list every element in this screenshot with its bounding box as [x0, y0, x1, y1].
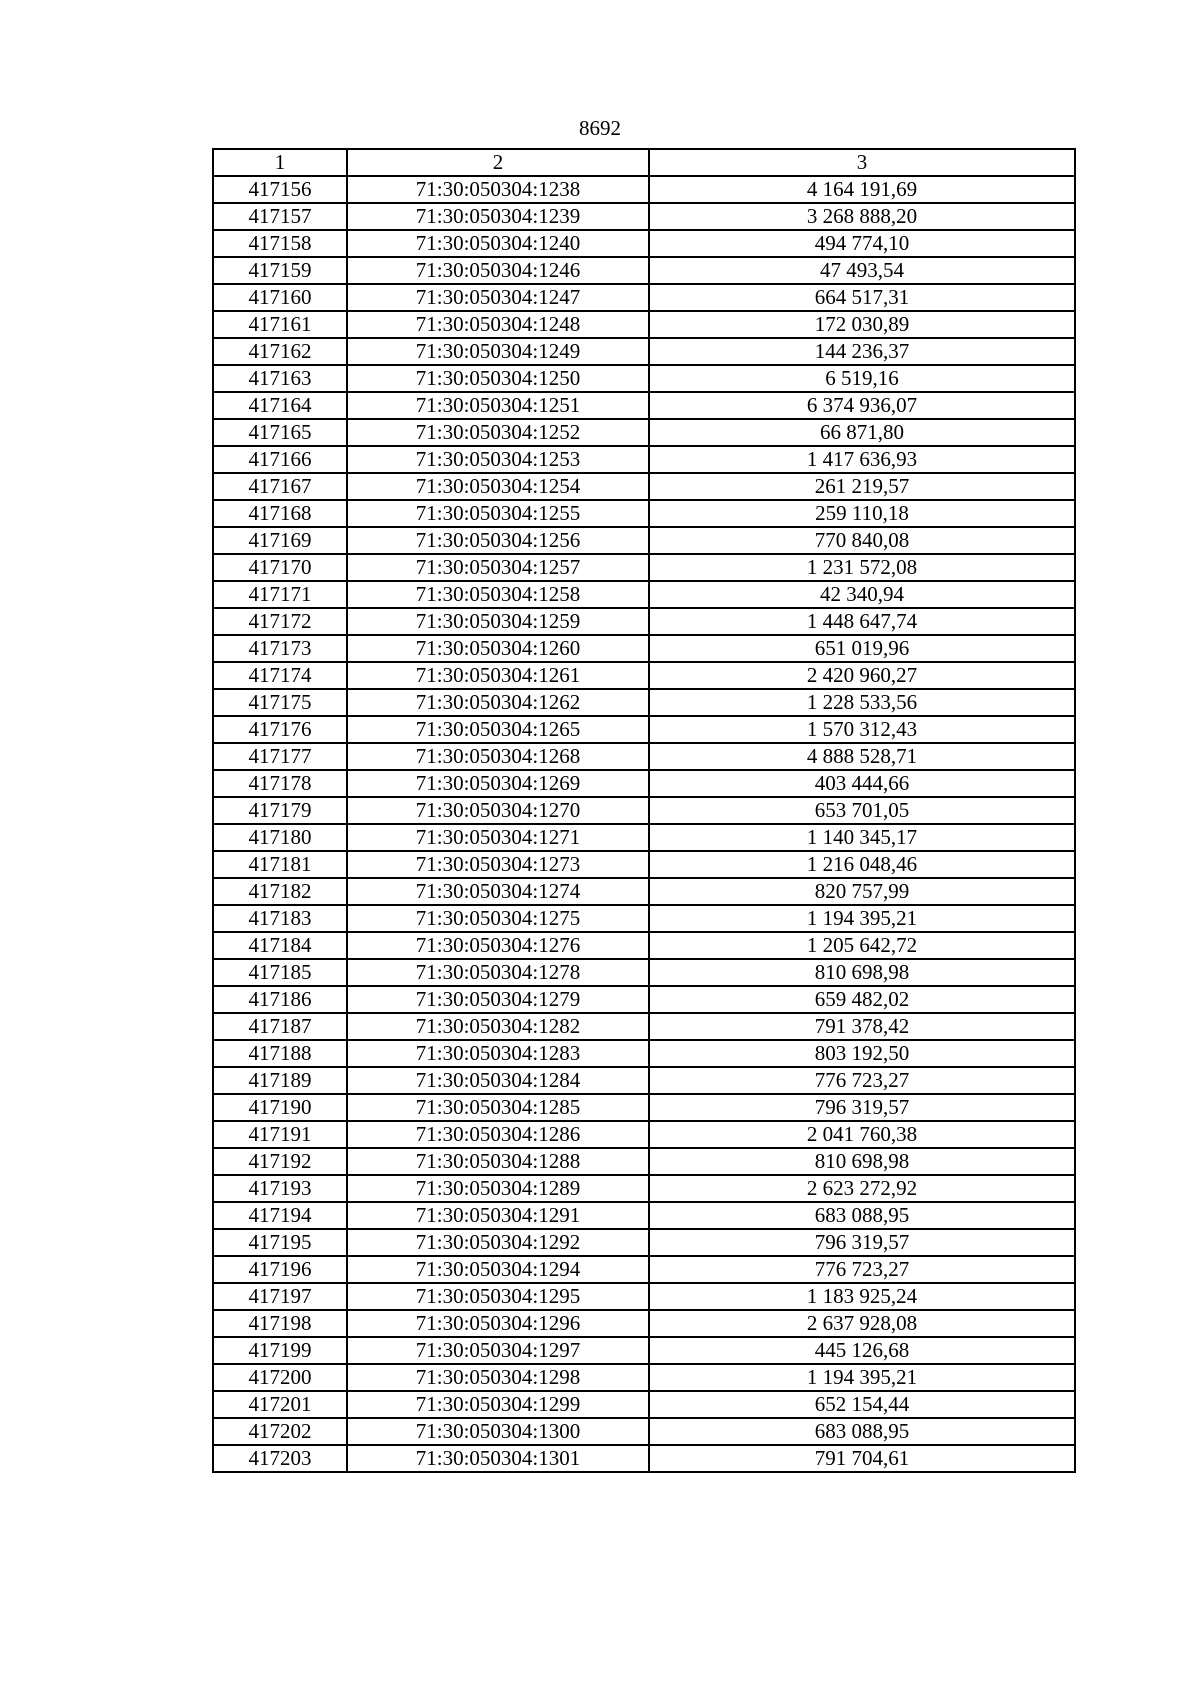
table-row — [213, 1040, 1075, 1067]
value-cell: 791 378,42 — [649, 1013, 1075, 1040]
value-cell: 810 698,98 — [649, 1148, 1075, 1175]
table-row — [213, 878, 1075, 905]
row-number-cell: 417191 — [213, 1121, 347, 1148]
value-cell: 47 493,54 — [649, 257, 1075, 284]
row-number-cell: 417167 — [213, 473, 347, 500]
value-cell: 2 420 960,27 — [649, 662, 1075, 689]
table-row — [213, 176, 1075, 203]
value-cell: 144 236,37 — [649, 338, 1075, 365]
value-cell: 652 154,44 — [649, 1391, 1075, 1418]
value-cell: 810 698,98 — [649, 959, 1075, 986]
table-row — [213, 284, 1075, 311]
table-row — [213, 797, 1075, 824]
cadastral-number-cell: 71:30:050304:1279 — [347, 986, 649, 1013]
column-header-3: 3 — [649, 149, 1075, 176]
table-row — [213, 500, 1075, 527]
row-number-cell: 417195 — [213, 1229, 347, 1256]
value-cell: 1 183 925,24 — [649, 1283, 1075, 1310]
table-row — [213, 743, 1075, 770]
row-number-cell: 417172 — [213, 608, 347, 635]
value-cell: 2 041 760,38 — [649, 1121, 1075, 1148]
row-number-cell: 417160 — [213, 284, 347, 311]
cadastral-number-cell: 71:30:050304:1299 — [347, 1391, 649, 1418]
page-number: 8692 — [579, 116, 621, 140]
cadastral-number-cell: 71:30:050304:1260 — [347, 635, 649, 662]
table-row — [213, 1310, 1075, 1337]
cadastral-number-cell: 71:30:050304:1298 — [347, 1364, 649, 1391]
table-row — [213, 1175, 1075, 1202]
table-row — [213, 932, 1075, 959]
row-number-cell: 417165 — [213, 419, 347, 446]
value-cell: 683 088,95 — [649, 1418, 1075, 1445]
cadastral-number-cell: 71:30:050304:1286 — [347, 1121, 649, 1148]
table-row — [213, 257, 1075, 284]
cadastral-number-cell: 71:30:050304:1289 — [347, 1175, 649, 1202]
table-row — [213, 365, 1075, 392]
cadastral-number-cell: 71:30:050304:1295 — [347, 1283, 649, 1310]
row-number-cell: 417198 — [213, 1310, 347, 1337]
row-number-cell: 417184 — [213, 932, 347, 959]
cadastral-number-cell: 71:30:050304:1297 — [347, 1337, 649, 1364]
value-cell: 2 623 272,92 — [649, 1175, 1075, 1202]
table-row — [213, 1418, 1075, 1445]
table-row — [213, 851, 1075, 878]
table-row — [213, 1229, 1075, 1256]
row-number-cell: 417175 — [213, 689, 347, 716]
cadastral-number-cell: 71:30:050304:1274 — [347, 878, 649, 905]
row-number-cell: 417162 — [213, 338, 347, 365]
row-number-cell: 417186 — [213, 986, 347, 1013]
table-row — [213, 446, 1075, 473]
cadastral-number-cell: 71:30:050304:1288 — [347, 1148, 649, 1175]
value-cell: 651 019,96 — [649, 635, 1075, 662]
value-cell: 1 417 636,93 — [649, 446, 1075, 473]
value-cell: 803 192,50 — [649, 1040, 1075, 1067]
cadastral-number-cell: 71:30:050304:1249 — [347, 338, 649, 365]
cadastral-number-cell: 71:30:050304:1282 — [347, 1013, 649, 1040]
value-cell: 820 757,99 — [649, 878, 1075, 905]
value-cell: 42 340,94 — [649, 581, 1075, 608]
cadastral-number-cell: 71:30:050304:1291 — [347, 1202, 649, 1229]
cadastral-number-cell: 71:30:050304:1284 — [347, 1067, 649, 1094]
cadastral-number-cell: 71:30:050304:1262 — [347, 689, 649, 716]
value-cell: 1 448 647,74 — [649, 608, 1075, 635]
table-row — [213, 959, 1075, 986]
cadastral-number-cell: 71:30:050304:1261 — [347, 662, 649, 689]
row-number-cell: 417192 — [213, 1148, 347, 1175]
row-number-cell: 417202 — [213, 1418, 347, 1445]
table-row — [213, 770, 1075, 797]
cadastral-number-cell: 71:30:050304:1248 — [347, 311, 649, 338]
value-cell: 6 374 936,07 — [649, 392, 1075, 419]
row-number-cell: 417190 — [213, 1094, 347, 1121]
data-table — [212, 148, 1076, 1473]
cadastral-number-cell: 71:30:050304:1276 — [347, 932, 649, 959]
table-row — [213, 1364, 1075, 1391]
table-row — [213, 905, 1075, 932]
value-cell: 659 482,02 — [649, 986, 1075, 1013]
cadastral-number-cell: 71:30:050304:1255 — [347, 500, 649, 527]
row-number-cell: 417157 — [213, 203, 347, 230]
row-number-cell: 417196 — [213, 1256, 347, 1283]
value-cell: 403 444,66 — [649, 770, 1075, 797]
value-cell: 259 110,18 — [649, 500, 1075, 527]
value-cell: 1 216 048,46 — [649, 851, 1075, 878]
value-cell: 4 888 528,71 — [649, 743, 1075, 770]
row-number-cell: 417201 — [213, 1391, 347, 1418]
row-number-cell: 417159 — [213, 257, 347, 284]
cadastral-number-cell: 71:30:050304:1247 — [347, 284, 649, 311]
cadastral-number-cell: 71:30:050304:1239 — [347, 203, 649, 230]
table-row — [213, 716, 1075, 743]
row-number-cell: 417188 — [213, 1040, 347, 1067]
table-row — [213, 1094, 1075, 1121]
cadastral-number-cell: 71:30:050304:1278 — [347, 959, 649, 986]
cadastral-number-cell: 71:30:050304:1296 — [347, 1310, 649, 1337]
row-number-cell: 417183 — [213, 905, 347, 932]
table-row — [213, 419, 1075, 446]
table-header — [213, 149, 1075, 176]
value-cell: 796 319,57 — [649, 1094, 1075, 1121]
cadastral-number-cell: 71:30:050304:1259 — [347, 608, 649, 635]
row-number-cell: 417174 — [213, 662, 347, 689]
value-cell: 1 231 572,08 — [649, 554, 1075, 581]
cadastral-number-cell: 71:30:050304:1246 — [347, 257, 649, 284]
cadastral-number-cell: 71:30:050304:1252 — [347, 419, 649, 446]
value-cell: 791 704,61 — [649, 1445, 1075, 1472]
cadastral-number-cell: 71:30:050304:1269 — [347, 770, 649, 797]
cadastral-number-cell: 71:30:050304:1238 — [347, 176, 649, 203]
cadastral-number-cell: 71:30:050304:1283 — [347, 1040, 649, 1067]
value-cell: 1 570 312,43 — [649, 716, 1075, 743]
value-cell: 664 517,31 — [649, 284, 1075, 311]
table-row — [213, 203, 1075, 230]
row-number-cell: 417189 — [213, 1067, 347, 1094]
value-cell: 6 519,16 — [649, 365, 1075, 392]
table-row — [213, 1121, 1075, 1148]
value-cell: 66 871,80 — [649, 419, 1075, 446]
cadastral-number-cell: 71:30:050304:1251 — [347, 392, 649, 419]
table-row — [213, 1013, 1075, 1040]
row-number-cell: 417180 — [213, 824, 347, 851]
table-row — [213, 662, 1075, 689]
table-row — [213, 824, 1075, 851]
value-cell: 1 140 345,17 — [649, 824, 1075, 851]
row-number-cell: 417182 — [213, 878, 347, 905]
cadastral-number-cell: 71:30:050304:1256 — [347, 527, 649, 554]
value-cell: 770 840,08 — [649, 527, 1075, 554]
table-row — [213, 338, 1075, 365]
table-row — [213, 230, 1075, 257]
cadastral-number-cell: 71:30:050304:1270 — [347, 797, 649, 824]
row-number-cell: 417194 — [213, 1202, 347, 1229]
cadastral-number-cell: 71:30:050304:1275 — [347, 905, 649, 932]
row-number-cell: 417181 — [213, 851, 347, 878]
column-header-2: 2 — [347, 149, 649, 176]
cadastral-number-cell: 71:30:050304:1250 — [347, 365, 649, 392]
row-number-cell: 417170 — [213, 554, 347, 581]
table-row — [213, 527, 1075, 554]
cadastral-number-cell: 71:30:050304:1257 — [347, 554, 649, 581]
row-number-cell: 417156 — [213, 176, 347, 203]
table-row — [213, 608, 1075, 635]
cadastral-number-cell: 71:30:050304:1273 — [347, 851, 649, 878]
value-cell: 653 701,05 — [649, 797, 1075, 824]
value-cell: 1 194 395,21 — [649, 1364, 1075, 1391]
table-row — [213, 1256, 1075, 1283]
table-row — [213, 1202, 1075, 1229]
cadastral-number-cell: 71:30:050304:1294 — [347, 1256, 649, 1283]
value-cell: 1 228 533,56 — [649, 689, 1075, 716]
cadastral-number-cell: 71:30:050304:1258 — [347, 581, 649, 608]
value-cell: 776 723,27 — [649, 1067, 1075, 1094]
row-number-cell: 417185 — [213, 959, 347, 986]
column-header-1: 1 — [213, 149, 347, 176]
cadastral-number-cell: 71:30:050304:1301 — [347, 1445, 649, 1472]
table-body — [213, 176, 1075, 1472]
table-row — [213, 1283, 1075, 1310]
cadastral-number-cell: 71:30:050304:1292 — [347, 1229, 649, 1256]
row-number-cell: 417200 — [213, 1364, 347, 1391]
row-number-cell: 417171 — [213, 581, 347, 608]
table-row — [213, 1391, 1075, 1418]
row-number-cell: 417173 — [213, 635, 347, 662]
value-cell: 4 164 191,69 — [649, 176, 1075, 203]
table-row — [213, 986, 1075, 1013]
row-number-cell: 417177 — [213, 743, 347, 770]
row-number-cell: 417203 — [213, 1445, 347, 1472]
row-number-cell: 417158 — [213, 230, 347, 257]
value-cell: 172 030,89 — [649, 311, 1075, 338]
cadastral-number-cell: 71:30:050304:1268 — [347, 743, 649, 770]
table-row — [213, 635, 1075, 662]
table-row — [213, 473, 1075, 500]
row-number-cell: 417187 — [213, 1013, 347, 1040]
cadastral-number-cell: 71:30:050304:1265 — [347, 716, 649, 743]
table-row — [213, 581, 1075, 608]
row-number-cell: 417193 — [213, 1175, 347, 1202]
row-number-cell: 417197 — [213, 1283, 347, 1310]
row-number-cell: 417163 — [213, 365, 347, 392]
cadastral-number-cell: 71:30:050304:1271 — [347, 824, 649, 851]
value-cell: 776 723,27 — [649, 1256, 1075, 1283]
row-number-cell: 417161 — [213, 311, 347, 338]
value-cell: 1 194 395,21 — [649, 905, 1075, 932]
cadastral-number-cell: 71:30:050304:1253 — [347, 446, 649, 473]
cadastral-number-cell: 71:30:050304:1285 — [347, 1094, 649, 1121]
table-row — [213, 554, 1075, 581]
value-cell: 796 319,57 — [649, 1229, 1075, 1256]
value-cell: 494 774,10 — [649, 230, 1075, 257]
value-cell: 261 219,57 — [649, 473, 1075, 500]
cadastral-number-cell: 71:30:050304:1254 — [347, 473, 649, 500]
value-cell: 3 268 888,20 — [649, 203, 1075, 230]
table-row — [213, 1337, 1075, 1364]
row-number-cell: 417179 — [213, 797, 347, 824]
table-row — [213, 689, 1075, 716]
row-number-cell: 417199 — [213, 1337, 347, 1364]
row-number-cell: 417168 — [213, 500, 347, 527]
table-row — [213, 1067, 1075, 1094]
cadastral-number-cell: 71:30:050304:1240 — [347, 230, 649, 257]
value-cell: 1 205 642,72 — [649, 932, 1075, 959]
value-cell: 2 637 928,08 — [649, 1310, 1075, 1337]
header-row — [213, 149, 1075, 176]
row-number-cell: 417176 — [213, 716, 347, 743]
value-cell: 683 088,95 — [649, 1202, 1075, 1229]
row-number-cell: 417164 — [213, 392, 347, 419]
table-row — [213, 392, 1075, 419]
row-number-cell: 417178 — [213, 770, 347, 797]
table-row — [213, 1445, 1075, 1472]
table-row — [213, 311, 1075, 338]
value-cell: 445 126,68 — [649, 1337, 1075, 1364]
table-row — [213, 1148, 1075, 1175]
cadastral-number-cell: 71:30:050304:1300 — [347, 1418, 649, 1445]
row-number-cell: 417169 — [213, 527, 347, 554]
row-number-cell: 417166 — [213, 446, 347, 473]
